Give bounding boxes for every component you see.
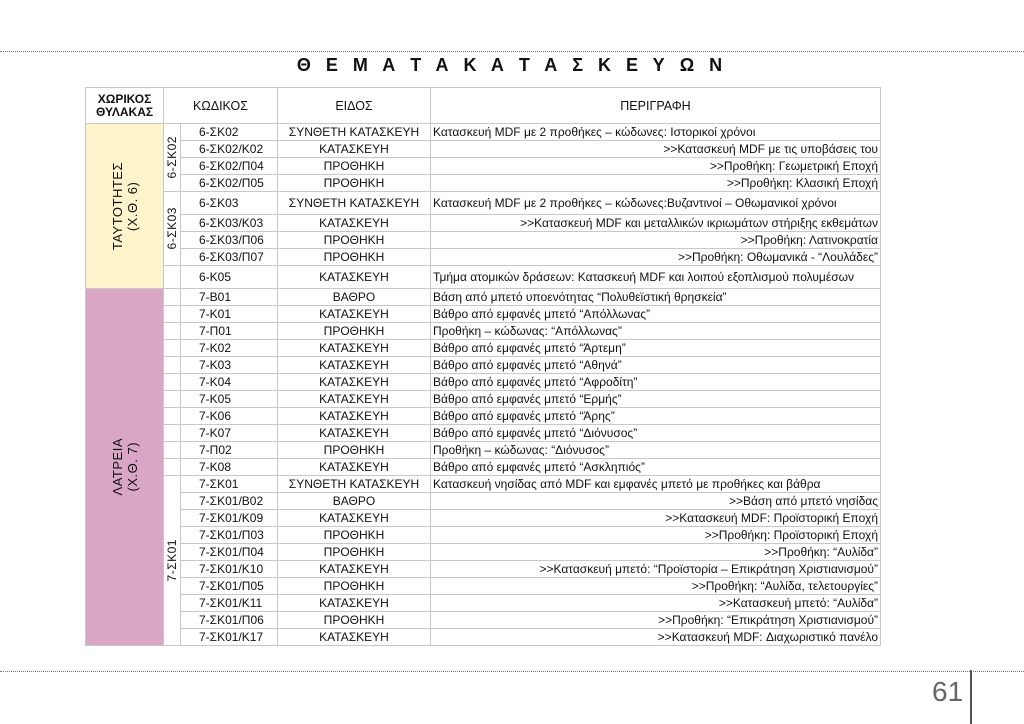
row-code: 7-Β01 <box>181 289 278 306</box>
row-description: Κατασκευή νησίδας από MDF και εμφανές μπετό με προθήκες και βάθρα <box>431 476 881 493</box>
row-kind: ΚΑΤΑΣΚΕΥΗ <box>278 357 431 374</box>
row-code: 7-ΣΚ01/Κ11 <box>181 595 278 612</box>
row-code: 6-ΣΚ03/Π06 <box>181 232 278 249</box>
row-kind: ΠΡΟΘΗΚΗ <box>278 158 431 175</box>
row-kind: ΣΥΝΘΕΤΗ ΚΑΤΑΣΚΕΥΗ <box>278 192 431 215</box>
row-kind: ΣΥΝΘΕΤΗ ΚΑΤΑΣΚΕΥΗ <box>278 476 431 493</box>
page-number: 61 <box>932 676 964 707</box>
table-row <box>86 158 881 175</box>
room-group-sublabel: (Χ.Θ. 6) <box>124 181 140 231</box>
row-kind: ΣΥΝΘΕΤΗ ΚΑΤΑΣΚΕΥΗ <box>278 124 431 141</box>
table-row <box>86 289 881 306</box>
row-kind: ΠΡΟΘΗΚΗ <box>278 249 431 266</box>
sub-group-empty <box>164 442 181 459</box>
sub-group-empty <box>164 306 181 323</box>
row-kind: ΚΑΤΑΣΚΕΥΗ <box>278 141 431 158</box>
table-row <box>86 175 881 192</box>
table-row <box>86 408 881 425</box>
row-code: 7-Κ02 <box>181 340 278 357</box>
row-code: 7-ΣΚ01/Π03 <box>181 527 278 544</box>
row-description: >>Προθήκη: Λατινοκρατία <box>431 232 881 249</box>
table-row <box>86 141 881 158</box>
sub-group-empty <box>164 374 181 391</box>
row-kind: ΠΡΟΘΗΚΗ <box>278 175 431 192</box>
table-row <box>86 249 881 266</box>
table-row <box>86 442 881 459</box>
table-row <box>86 266 881 289</box>
row-kind: ΚΑΤΑΣΚΕΥΗ <box>278 561 431 578</box>
row-kind: ΚΑΤΑΣΚΕΥΗ <box>278 306 431 323</box>
row-kind: ΚΑΤΑΣΚΕΥΗ <box>278 629 431 646</box>
row-kind: ΠΡΟΘΗΚΗ <box>278 232 431 249</box>
row-code: 6-ΣΚ02/Π05 <box>181 175 278 192</box>
row-description: >>Κατασκευή MDF με τις υποβάσεις του <box>431 141 881 158</box>
row-description: Βάθρο από εμφανές μπετό “Αφροδίτη” <box>431 374 881 391</box>
row-kind: ΒΑΘΡΟ <box>278 289 431 306</box>
header-description: ΠΕΡΙΓΡΑΦΗ <box>431 88 881 124</box>
row-kind: ΠΡΟΘΗΚΗ <box>278 527 431 544</box>
row-description: >>Προθήκη: “Αυλίδα, τελετουργίες” <box>431 578 881 595</box>
row-description: Προθήκη – κώδωνας: “Απόλλωνας” <box>431 323 881 340</box>
top-dotted-divider <box>0 51 1024 52</box>
sub-group-empty <box>164 391 181 408</box>
row-description: Κατασκευή MDF με 2 προθήκες – κώδωνες:Βυζαντινοί – Οθωμανικοί χρόνοι <box>431 192 881 215</box>
row-kind: ΚΑΤΑΣΚΕΥΗ <box>278 391 431 408</box>
table-row <box>86 340 881 357</box>
room-group-sublabel: (Χ.Θ. 7) <box>124 442 140 492</box>
row-kind: ΒΑΘΡΟ <box>278 493 431 510</box>
row-code: 7-ΣΚ01/Κ09 <box>181 510 278 527</box>
row-kind: ΠΡΟΘΗΚΗ <box>278 612 431 629</box>
row-description: >>Προθήκη: Κλασική Εποχή <box>431 175 881 192</box>
row-description: Βάθρο από εμφανές μπετό “Αθηνά” <box>431 357 881 374</box>
row-kind: ΠΡΟΘΗΚΗ <box>278 442 431 459</box>
sub-group-empty <box>164 340 181 357</box>
header-code: ΚΩΔΙΚΟΣ <box>164 88 278 124</box>
row-description: >>Προθήκη: Γεωμετρική Εποχή <box>431 158 881 175</box>
table-row <box>86 476 881 493</box>
table-row <box>86 612 881 629</box>
row-kind: ΚΑΤΑΣΚΕΥΗ <box>278 408 431 425</box>
table-row <box>86 192 881 215</box>
row-description: Βάθρο από εμφανές μπετό “Ασκληπιός” <box>431 459 881 476</box>
row-code: 6-ΣΚ02/Κ02 <box>181 141 278 158</box>
table-row <box>86 527 881 544</box>
row-description: Βάθρο από εμφανές μπετό “Άρτεμη” <box>431 340 881 357</box>
page-title: Θ Ε Μ Α Τ Α Κ Α Τ Α Σ Κ Ε Υ Ω Ν <box>296 55 728 75</box>
table-row <box>86 459 881 476</box>
row-description: Βάθρο από εμφανές μπετό “Ερμής” <box>431 391 881 408</box>
table-row <box>86 561 881 578</box>
room-group-worship <box>86 289 164 646</box>
bottom-dotted-divider <box>0 671 1024 672</box>
row-description: Βάθρο από εμφανές μπετό “Άρης” <box>431 408 881 425</box>
table-row <box>86 232 881 249</box>
row-kind: ΚΑΤΑΣΚΕΥΗ <box>278 374 431 391</box>
sub-group: 6-ΣΚ03 <box>164 192 181 266</box>
row-code: 7-Π02 <box>181 442 278 459</box>
row-description: >>Προθήκη: Προϊστορική Εποχή <box>431 527 881 544</box>
row-kind: ΠΡΟΘΗΚΗ <box>278 323 431 340</box>
row-description: Τμήμα ατομικών δράσεων: Κατασκευή MDF και λοιπού εξοπλισμού πολυμέσων <box>431 266 881 289</box>
table-row <box>86 124 881 141</box>
table-row <box>86 306 881 323</box>
row-code: 6-ΣΚ03/Κ03 <box>181 215 278 232</box>
row-kind: ΚΑΤΑΣΚΕΥΗ <box>278 510 431 527</box>
row-description: >>Κατασκευή MDF: Προϊστορική Εποχή <box>431 510 881 527</box>
row-kind: ΚΑΤΑΣΚΕΥΗ <box>278 459 431 476</box>
row-code: 6-ΣΚ02/Π04 <box>181 158 278 175</box>
row-code: 7-Κ04 <box>181 374 278 391</box>
table-row <box>86 629 881 646</box>
row-description: >>Προθήκη: “Επικράτηση Χριστιανισμού” <box>431 612 881 629</box>
sub-group-empty <box>164 425 181 442</box>
page-number-bar <box>970 670 972 724</box>
row-description: Βάση από μπετό υποενότητας “Πολυθεϊστική θρησκεία” <box>431 289 881 306</box>
row-code: 7-ΣΚ01/Π04 <box>181 544 278 561</box>
row-description: >>Κατασκευή μπετό: “Προϊστορία – Επικράτηση Χριστιανισμού” <box>431 561 881 578</box>
row-description: Κατασκευή MDF με 2 προθήκες – κώδωνες: Ιστορικοί χρόνοι <box>431 124 881 141</box>
row-code: 6-ΣΚ03/Π07 <box>181 249 278 266</box>
table-row <box>86 215 881 232</box>
table-row <box>86 425 881 442</box>
row-code: 6-ΣΚ03 <box>181 192 278 215</box>
row-kind: ΚΑΤΑΣΚΕΥΗ <box>278 595 431 612</box>
row-code: 7-Κ03 <box>181 357 278 374</box>
sub-group-empty <box>164 357 181 374</box>
row-description: Βάθρο από εμφανές μπετό “Απόλλωνας” <box>431 306 881 323</box>
row-description: >>Βάση από μπετό νησίδας <box>431 493 881 510</box>
room-group-identities <box>86 124 164 289</box>
sub-group-empty <box>164 266 181 289</box>
table-header-row <box>86 88 881 124</box>
table-row <box>86 357 881 374</box>
row-description: >>Κατασκευή MDF και μεταλλικών ικριωμάτων στήριξης εκθεμάτων <box>431 215 881 232</box>
row-code: 7-ΣΚ01/Π05 <box>181 578 278 595</box>
row-kind: ΚΑΤΑΣΚΕΥΗ <box>278 215 431 232</box>
room-group-label: ΛΑΤΡΕΙΑ <box>109 438 125 496</box>
row-description: >>Κατασκευή MDF: Διαχωριστικό πανέλο <box>431 629 881 646</box>
row-code: 6-Κ05 <box>181 266 278 289</box>
sub-group-empty <box>164 459 181 476</box>
row-description: Προθήκη – κώδωνας: “Διόνυσος” <box>431 442 881 459</box>
sub-group-empty <box>164 408 181 425</box>
row-description: >>Προθήκη: Οθωμανικά - “Λουλάδες” <box>431 249 881 266</box>
table-row <box>86 374 881 391</box>
row-code: 7-ΣΚ01/Β02 <box>181 493 278 510</box>
sub-group-empty <box>164 289 181 306</box>
table-row <box>86 323 881 340</box>
constructions-table <box>85 87 881 646</box>
row-kind: ΠΡΟΘΗΚΗ <box>278 544 431 561</box>
table-row <box>86 493 881 510</box>
table-row <box>86 578 881 595</box>
row-code: 7-ΣΚ01/Κ10 <box>181 561 278 578</box>
row-code: 7-Π01 <box>181 323 278 340</box>
header-room: ΧΩΡΙΚΟΣ ΘΥΛΑΚΑΣ <box>86 88 164 124</box>
row-code: 7-ΣΚ01/Π06 <box>181 612 278 629</box>
row-code: 7-ΣΚ01/Κ17 <box>181 629 278 646</box>
sub-group-empty <box>164 323 181 340</box>
sub-group: 6-ΣΚ02 <box>164 124 181 192</box>
row-code: 7-Κ01 <box>181 306 278 323</box>
row-description: >>Προθήκη: “Αυλίδα” <box>431 544 881 561</box>
row-code: 7-ΣΚ01 <box>181 476 278 493</box>
header-kind: ΕΙΔΟΣ <box>278 88 431 124</box>
row-kind: ΚΑΤΑΣΚΕΥΗ <box>278 425 431 442</box>
row-code: 7-Κ05 <box>181 391 278 408</box>
row-code: 7-Κ08 <box>181 459 278 476</box>
row-description: >>Κατασκευή μπετό: “Αυλίδα” <box>431 595 881 612</box>
row-description: Βάθρο από εμφανές μπετό “Διόνυσος” <box>431 425 881 442</box>
row-kind: ΠΡΟΘΗΚΗ <box>278 578 431 595</box>
table-row <box>86 595 881 612</box>
sub-group: 7-ΣΚ01 <box>164 476 181 646</box>
row-code: 7-Κ07 <box>181 425 278 442</box>
row-code: 7-Κ06 <box>181 408 278 425</box>
row-code: 6-ΣΚ02 <box>181 124 278 141</box>
row-kind: ΚΑΤΑΣΚΕΥΗ <box>278 340 431 357</box>
row-kind: ΚΑΤΑΣΚΕΥΗ <box>278 266 431 289</box>
room-group-label: ΤΑΥΤΟΤΗΤΕΣ <box>109 161 125 251</box>
table-row <box>86 544 881 561</box>
table-row <box>86 391 881 408</box>
table-row <box>86 510 881 527</box>
